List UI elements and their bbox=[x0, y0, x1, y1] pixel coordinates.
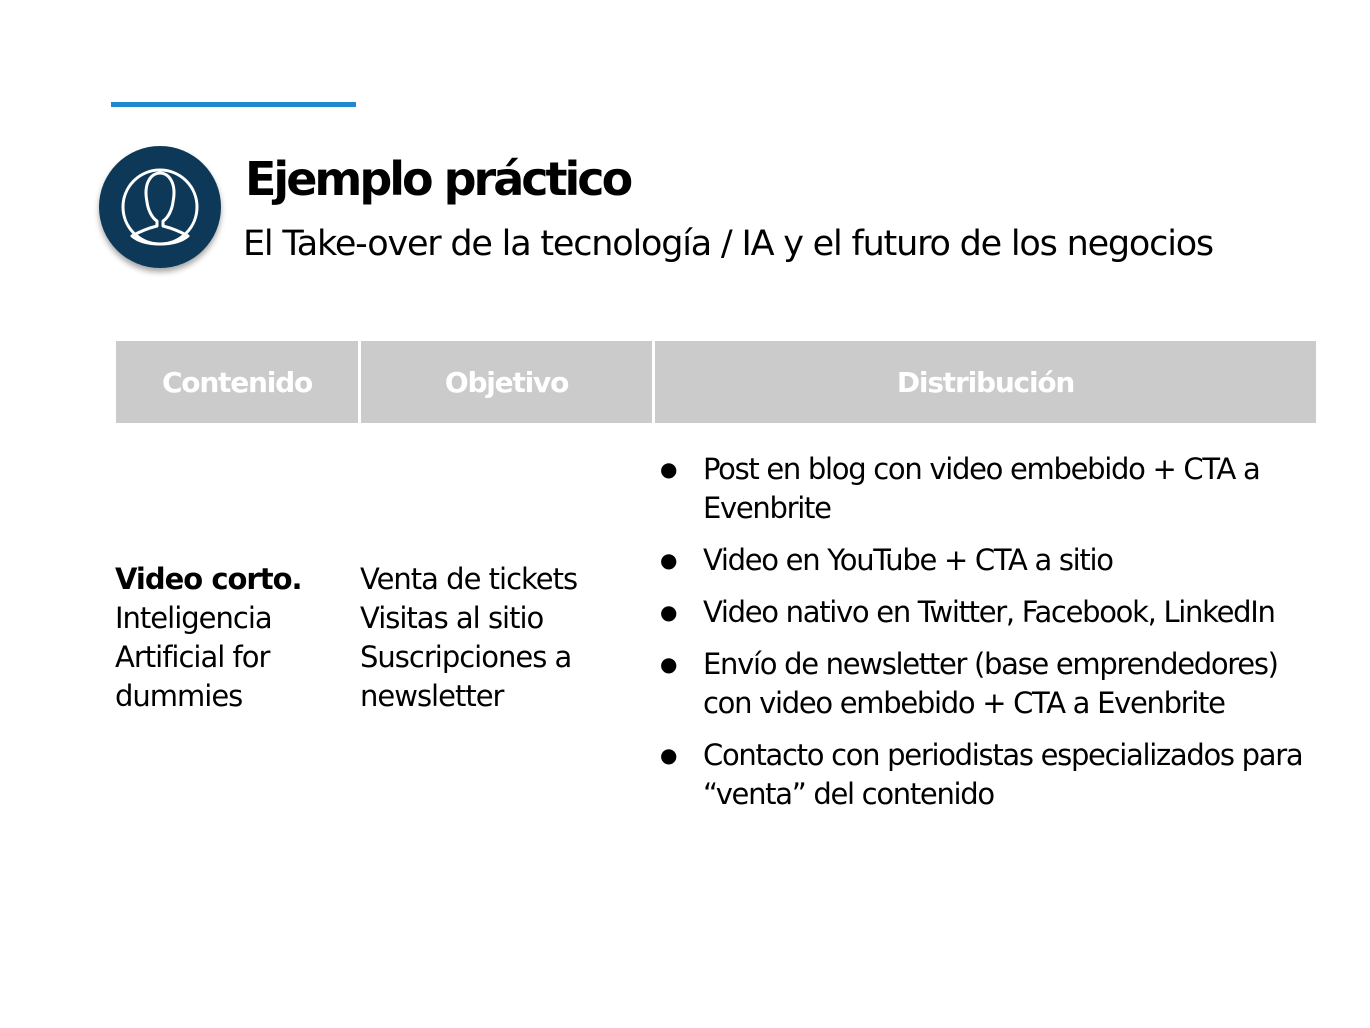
list-item bbox=[660, 645, 1320, 723]
list-item-text: Contacto con periodistas especializados para “venta” del contenido bbox=[703, 738, 1303, 811]
contenido-line: dummies bbox=[115, 679, 243, 713]
objetivo-line: Visitas al sitio bbox=[360, 601, 544, 635]
column-header-contenido: Contenido bbox=[116, 341, 358, 423]
list-item-text: Envío de newsletter (base emprendedores) con video embebido + CTA a Evenbrite bbox=[703, 647, 1278, 720]
cell-contenido bbox=[115, 560, 355, 716]
bullet-icon: ● bbox=[660, 652, 678, 676]
page-subtitle: El Take-over de la tecnología / IA y el futuro de los negocios bbox=[243, 224, 1213, 264]
page-title: Ejemplo práctico bbox=[245, 152, 631, 206]
contenido-line: Artificial for bbox=[115, 640, 270, 674]
objetivo-line: Venta de tickets bbox=[360, 562, 578, 596]
list-item bbox=[660, 593, 1320, 632]
cell-objetivo bbox=[360, 560, 650, 716]
objetivo-line: newsletter bbox=[360, 679, 504, 713]
contenido-line: Inteligencia bbox=[115, 601, 272, 635]
contenido-title: Video corto. bbox=[115, 562, 302, 596]
distribution-list bbox=[660, 450, 1320, 827]
accent-line bbox=[111, 102, 356, 107]
list-item-text: Post en blog con video embebido + CTA a Evenbrite bbox=[703, 452, 1260, 525]
list-item bbox=[660, 541, 1320, 580]
column-header-distribucion: Distribución bbox=[655, 341, 1316, 423]
avatar bbox=[99, 146, 221, 268]
bullet-icon: ● bbox=[660, 457, 678, 481]
bullet-icon: ● bbox=[660, 743, 678, 767]
list-item bbox=[660, 450, 1320, 528]
user-icon bbox=[99, 146, 221, 268]
list-item-text: Video en YouTube + CTA a sitio bbox=[703, 543, 1113, 577]
objetivo-line: Suscripciones a bbox=[360, 640, 572, 674]
column-header-objetivo: Objetivo bbox=[361, 341, 652, 423]
list-item bbox=[660, 736, 1320, 814]
bullet-icon: ● bbox=[660, 600, 678, 624]
bullet-icon: ● bbox=[660, 548, 678, 572]
list-item-text: Video nativo en Twitter, Facebook, LinkedIn bbox=[703, 595, 1275, 629]
